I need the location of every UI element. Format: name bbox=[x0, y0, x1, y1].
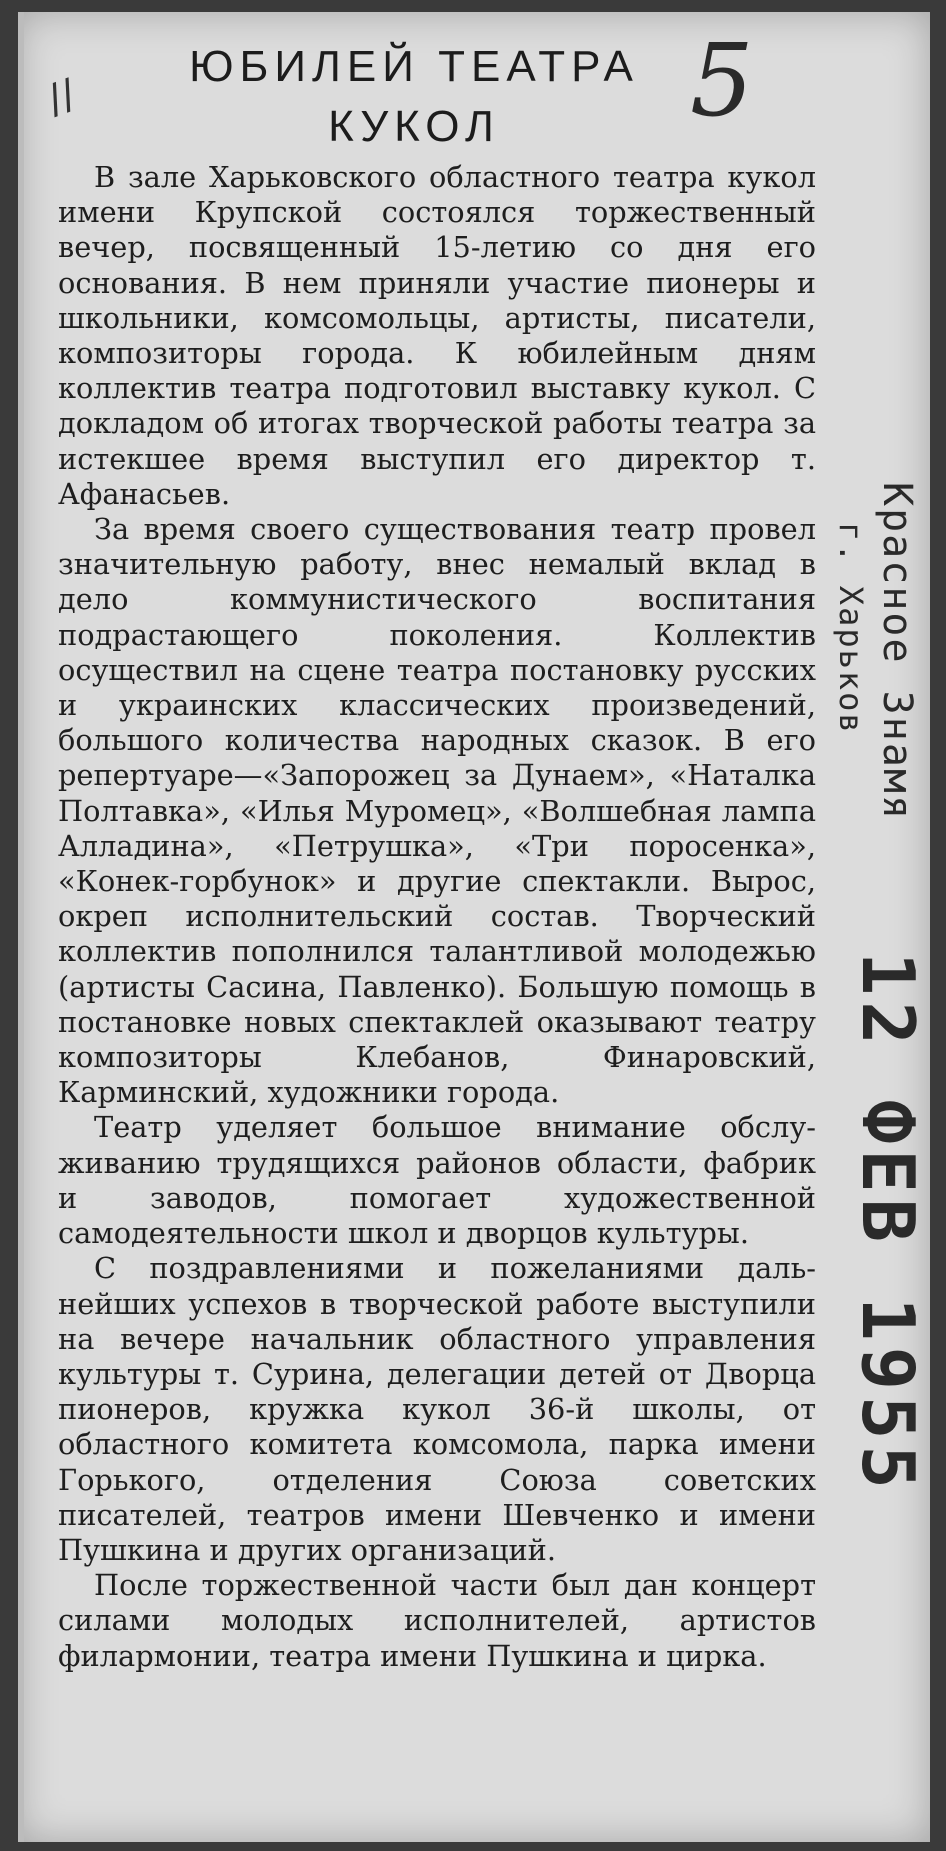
article-body bbox=[58, 160, 816, 1674]
headline-line-2: КУКОЛ bbox=[328, 102, 500, 151]
handwritten-mark: // bbox=[40, 70, 83, 124]
article-paragraph: После торжественной части был дан концерт силами молодых исполнителей, артистов филармонии, театра имени Пушкина и цирка. bbox=[58, 1568, 816, 1673]
paper-fold bbox=[18, 12, 24, 1842]
article-paragraph: За время своего существования театр провел значительную работу, внес немалый вклад в дело коммунистического воспитания подрастающего поколения. Коллектив осуществил на сцене театра постановку русских и украинских классических произведений, большого количества народных сказок. В его репертуаре—«Запорожец за Дунаем», «Наталка Полтавка», «Илья Муромец», «Волшебная лампа Алладина», «Петрушка», «Три поросенка», «Конек-горбунок» и другие спектакли. Вырос, окреп исполнительский состав. Творческий коллектив пополнился талантливой молодежью (артисты Сасина, Павленко). Большую помощь в постановке новых спектаклей оказывают театру композиторы Клебанов, Финаровский, Карминский, художники города. bbox=[58, 512, 816, 1110]
stamp-city: г. Харьков bbox=[832, 522, 870, 735]
article-paragraph: В зале Харьковского областного театра кукол имени Крупской состоялся торжественный вечер, посвященный 15-летию со дня его основания. В нем приняли участие пионеры и школьники, комсомольцы, артисты, писатели, композиторы города. К юбилейным дням коллектив театра подготовил выставку кукол. С докладом об итогах творческой работы театра за истекшее время выступил его директор т. Афанасьев. bbox=[58, 160, 816, 511]
newspaper-clipping bbox=[18, 12, 930, 1842]
stamp-newspaper-name: Красное Знамя bbox=[874, 482, 920, 822]
stamp-date: 12 ФЕВ 1955 bbox=[846, 952, 930, 1495]
archive-stamp bbox=[808, 482, 938, 1495]
headline-line-1: ЮБИЛЕЙ ТЕАТРА bbox=[189, 42, 639, 91]
article-paragraph: С поздравлениями и пожеланиями дальнейших успехов в творческой работе выступили на вечере начальник областного управления культуры т. Сурина, делегации детей от Дворца пионеров, кружка кукол 36-й школы, от областного комитета комсомола, парка имени Горького, отделения Союза советских писателей, театров имени Шевченко и имени Пушкина и других организаций. bbox=[58, 1251, 816, 1567]
handwritten-number: 5 bbox=[690, 22, 754, 139]
article-paragraph: Театр уделяет большое внимание обслуживанию трудящихся районов области, фабрик и заводов, помогает художественной самодеятельности школ и дворцов культуры. bbox=[58, 1110, 816, 1251]
